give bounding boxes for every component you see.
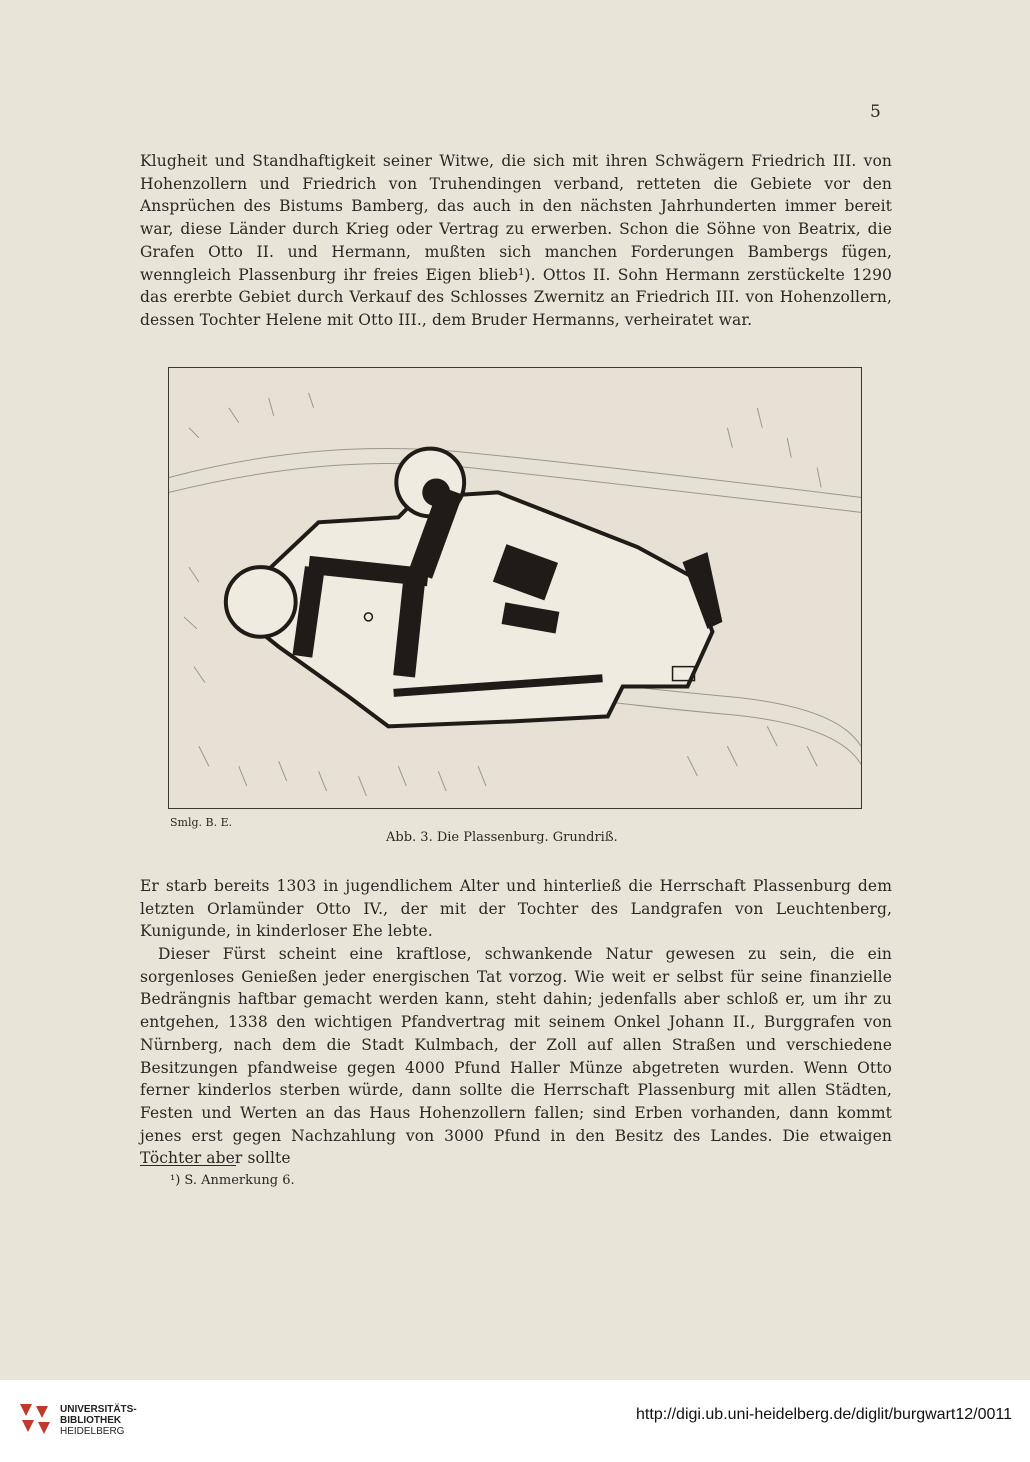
viewer-footer-bar [0, 1380, 1030, 1462]
library-logo[interactable] [16, 1394, 137, 1450]
footnote-divider [140, 1165, 236, 1166]
page-number: 5 [870, 102, 881, 122]
library-logo-icon [16, 1400, 54, 1438]
source-url-link[interactable]: http://digi.ub.uni-heidelberg.de/diglit/burgwart12/0011 [636, 1406, 1012, 1423]
floor-plan-drawing [169, 368, 861, 808]
castle-floor-plan-figure [168, 367, 862, 809]
body-paragraph-3: Dieser Fürst scheint eine kraftlose, schwankende Natur gewesen zu sein, die ein sorgenloses Genießen jeder energischen Tat vorzog. Wie weit er selbst für seine finanzielle Bedrängnis haftbar gemacht werden kann, steht dahin; jedenfalls aber schloß er, um ihr zu entgehen, 1338 den wichtigen Pfandvertrag mit seinem Onkel Johann II., Burggrafen von Nürnberg, nach dem die Stadt Kulmbach, der Zoll auf allen Straßen und verschiedene Besitzungen pfandweise gegen 4000 Pfund Haller Münze abgetreten wurden. Wenn Otto ferner kinderlos sterben würde, dann sollte die Herrschaft Plassenburg mit allen Städten, Festen und Werten an das Haus Hohenzollern fallen; sind Erben vorhanden, dann kommt jenes erst gegen Nachzahlung von 3000 Pfund in den Besitz des Landes. Die etwaigen Töchter aber sollte [140, 945, 892, 1168]
logo-line-3: HEIDELBERG [60, 1426, 125, 1437]
logo-line-1: UNIVERSITÄTS- [60, 1404, 137, 1415]
body-paragraph-2: Er starb bereits 1303 in jugendlichem Alter und hinterließ die Herrschaft Plassenburg dem letzten Orlamünder Otto IV., der mit der Tochter des Landgrafen von Leuchtenberg, Kunigunde, in kinderloser Ehe lebte. [140, 877, 892, 941]
figure-caption: Abb. 3. Die Plassenburg. Grundriß. [386, 830, 618, 845]
figure-credit: Smlg. B. E. [170, 816, 233, 829]
footnote: ¹) S. Anmerkung 6. [170, 1173, 295, 1188]
library-logo-text [60, 1404, 137, 1437]
body-paragraph-1: Klugheit und Standhaftigkeit seiner Witwe, die sich mit ihren Schwägern Friedrich III. von Hohenzollern und Friedrich von Truhendingen verband, retteten die Gebiete vor den Ansprüchen des Bistums Bamberg, das auch in den nächsten Jahrhunderten immer bereit war, diese Länder durch Krieg oder Vertrag zu erwerben. Schon die Söhne von Beatrix, die Grafen Otto II. und Hermann, mußten sich manchen Forderungen Bambergs fügen, wenngleich Plassenburg ihr freies Eigen blieb¹). Ottos II. Sohn Hermann zerstückelte 1290 das ererbte Gebiet durch Verkauf des Schlosses Zwernitz an Friedrich III. von Hohenzollern, dessen Tochter Helene mit Otto III., dem Bruder Hermanns, verheiratet war. [140, 152, 892, 329]
logo-line-2: BIBLIOTHEK [60, 1415, 122, 1426]
